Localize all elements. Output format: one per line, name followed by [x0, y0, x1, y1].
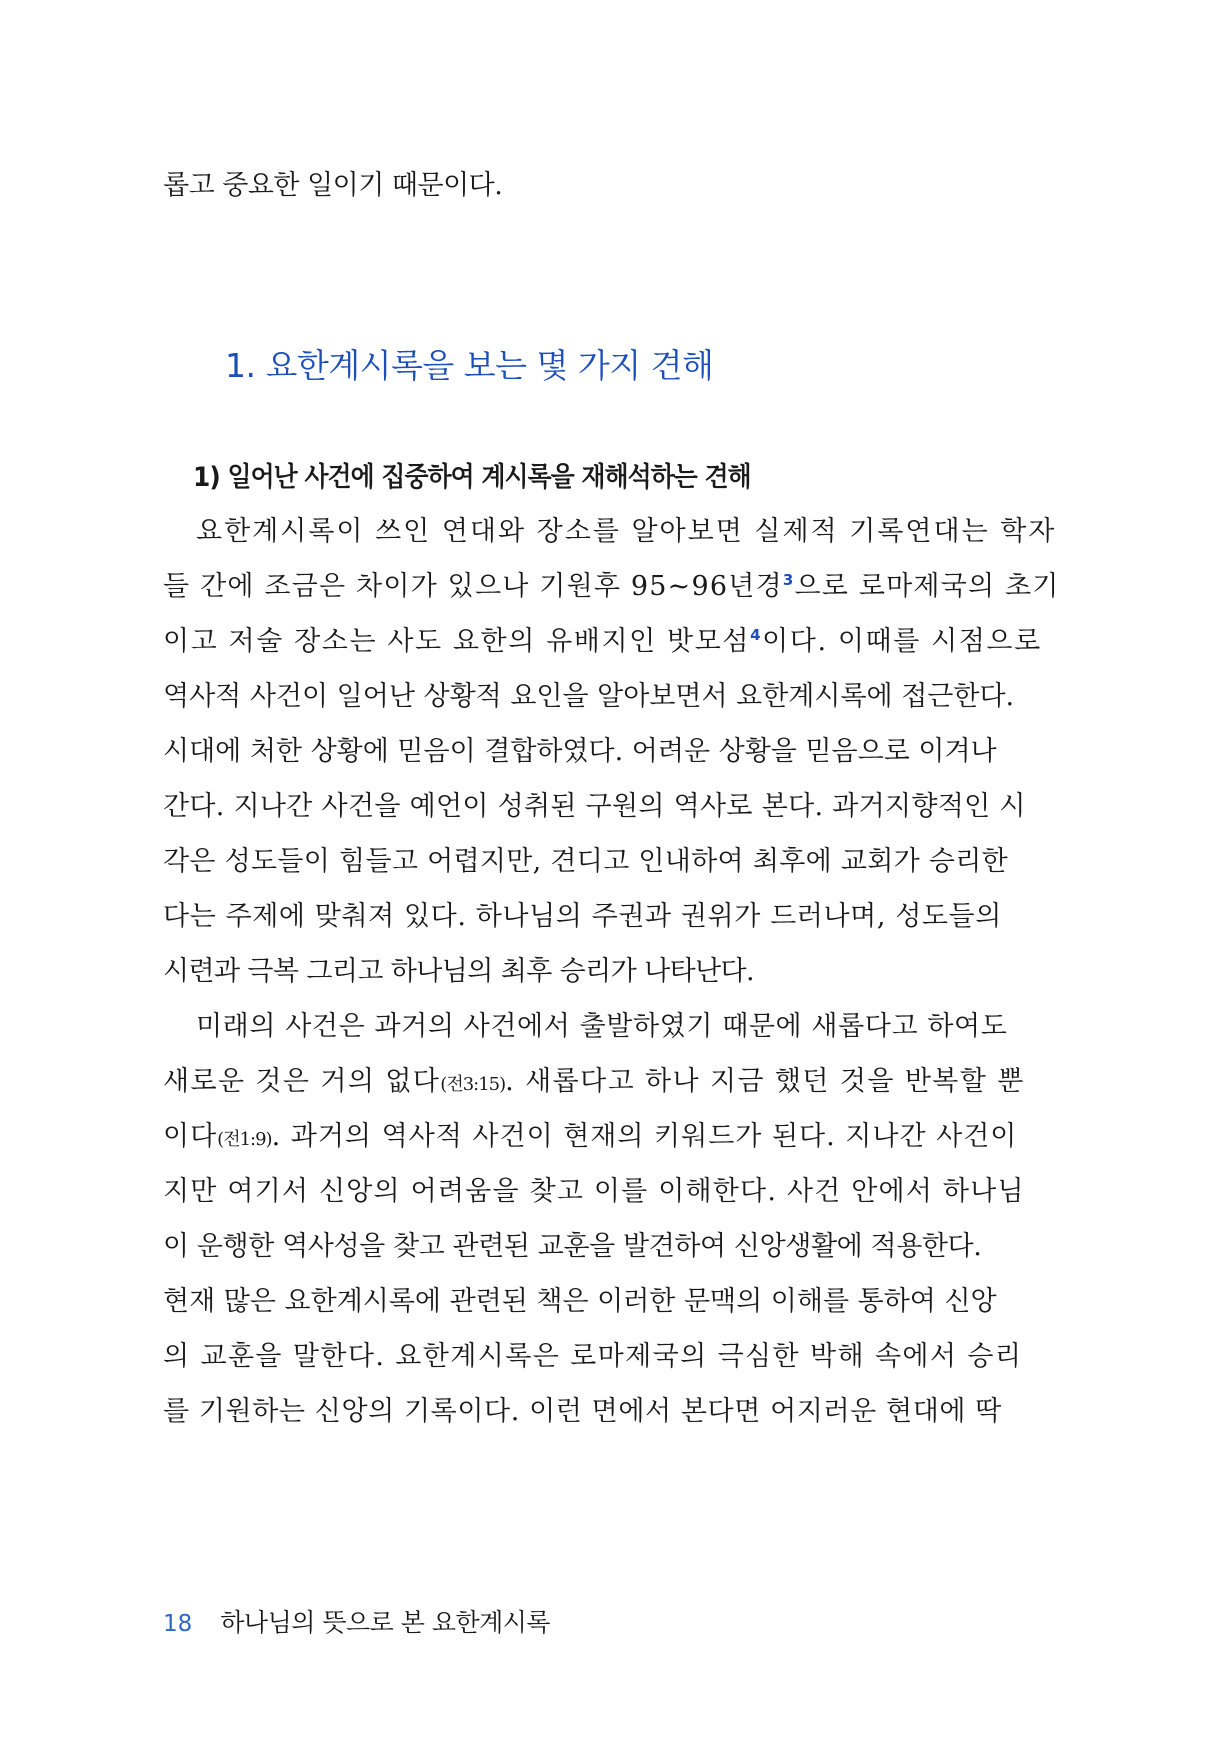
- text-line: [163, 1337, 1023, 1377]
- text-line-content: 미래의 사건은 과거의 사건에서 출발하였기 때문에 새롭다고 하여도: [196, 1011, 1008, 1042]
- text-line: [163, 1227, 993, 1267]
- text-line: [163, 1117, 1018, 1157]
- text-line: [163, 622, 1042, 662]
- text-line: [163, 732, 997, 772]
- text-line: [163, 787, 1026, 827]
- footnote-marker-3[interactable]: 3: [782, 571, 795, 589]
- text-line-content: 이 운행한 역사성을 찾고 관련된 교훈을 발견하여 신앙생활에 적용한다.: [163, 1231, 982, 1262]
- text-segment: . 과거의 역사적 사건이 현재의 키워드가 된다. 지나간 사건이: [271, 1121, 1018, 1152]
- text-line-content: 의 교훈을 말한다. 요한계시록은 로마제국의 극심한 박해 속에서 승리: [163, 1341, 1023, 1372]
- text-line-content: [163, 1062, 1025, 1102]
- scripture-reference: (전3:15): [440, 1074, 506, 1095]
- text-segment: . 새롭다고 하나 지금 했던 것을 반복할 뿐: [505, 1066, 1025, 1097]
- text-line: [163, 842, 1009, 882]
- text-line-content: 시련과 극복 그리고 하나님의 최후 승리가 나타난다.: [163, 956, 754, 987]
- text-line-content: 를 기원하는 신앙의 기록이다. 이런 면에서 본다면 어지러운 현대에 딱: [163, 1396, 1002, 1427]
- text-segment: 이다: [163, 1121, 218, 1152]
- subsection-heading: 1) 일어난 사건에 집중하여 계시록을 재해석하는 견해: [193, 462, 751, 493]
- text-segment: 이고 저술 장소는 사도 요한의 유배지인 밧모섬: [163, 626, 751, 657]
- text-line: [196, 1007, 1008, 1047]
- text-line-content: [163, 1117, 1017, 1157]
- running-book-title: 하나님의 뜻으로 본 요한계시록: [220, 1608, 551, 1637]
- text-line-content: 현재 많은 요한계시록에 관련된 책은 이러한 문맥의 이해를 통하여 신앙: [163, 1286, 997, 1317]
- text-line-content: 역사적 사건이 일어난 상황적 요인을 알아보면서 요한계시록에 접근한다.: [163, 681, 1015, 712]
- text-line-content: [163, 622, 1042, 662]
- text-line: [163, 677, 1015, 717]
- continued-text-line: 롭고 중요한 일이기 때문이다.: [163, 170, 503, 201]
- text-line-content: [163, 567, 1060, 607]
- scripture-reference: (전1:9): [217, 1129, 272, 1150]
- text-line: [163, 952, 993, 992]
- text-line: [163, 897, 1002, 937]
- text-line-content: 지만 여기서 신앙의 어려움을 찾고 이를 이해한다. 사건 안에서 하나님: [163, 1176, 1025, 1207]
- text-line: [163, 1062, 1025, 1102]
- text-line: [163, 1282, 997, 1322]
- text-line: [163, 1392, 1002, 1432]
- text-line-content: 시대에 처한 상황에 믿음이 결합하였다. 어려운 상황을 믿음으로 이겨나: [163, 736, 997, 767]
- text-segment: 새로운 것은 거의 없다: [163, 1066, 441, 1097]
- text-line-content: 각은 성도들이 힘들고 어렵지만, 견디고 인내하여 최후에 교회가 승리한: [163, 846, 1009, 877]
- text-line: [163, 1172, 1025, 1212]
- text-line: [196, 512, 1057, 552]
- text-segment: 들 간에 조금은 차이가 있으나 기원후 95~96년경: [163, 571, 783, 602]
- text-segment: 이다. 이때를 시점으로: [762, 626, 1042, 657]
- section-heading: 1. 요한계시록을 보는 몇 가지 견해: [225, 346, 714, 385]
- page-footer: [163, 1603, 550, 1639]
- page-number: 18: [163, 1611, 193, 1637]
- footnote-marker-4[interactable]: 4: [750, 626, 763, 644]
- text-line-content: 요한계시록이 쓰인 연대와 장소를 알아보면 실제적 기록연대는 학자: [196, 516, 1057, 547]
- text-line: [163, 567, 1060, 607]
- text-line-content: 간다. 지나간 사건을 예언이 성취된 구원의 역사로 본다. 과거지향적인 시: [163, 791, 1026, 822]
- text-segment: 으로 로마제국의 초기: [794, 571, 1060, 602]
- text-line-content: 다는 주제에 맞춰져 있다. 하나님의 주권과 권위가 드러나며, 성도들의: [163, 901, 1002, 932]
